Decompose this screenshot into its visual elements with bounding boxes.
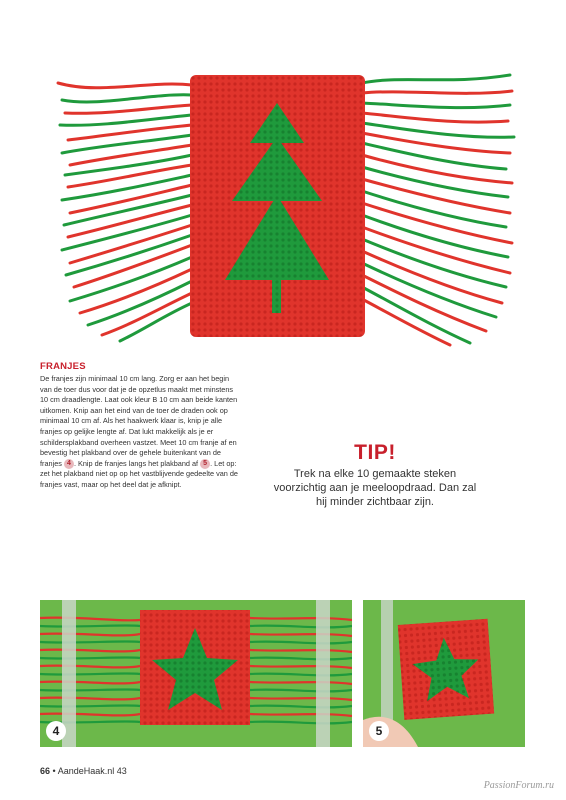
figure-4-photo	[40, 600, 352, 747]
right-fringes	[362, 75, 514, 345]
article-body-part-1: De franjes zijn minimaal 10 cm lang. Zorg er aan het begin van de toer dus voor dat je de opzetlus maakt met minstens 10 cm draadlengte. Laat ook kleur B 10 cm aan beide kanten uitkomen. Knip aan het eind van de toer de draden ook op minimaal 10 cm af. Als het haakwerk klaar is, knip je alle franjes op gelijke lengte af. Dat lukt makkelijk als je er schildersplakband overheen vastzet. Meet 10 cm franje af en bevestig het plakband over de gehele buitenkant van de franjes	[40, 374, 238, 468]
tip-title: TIP!	[354, 441, 396, 464]
figure-ref-4: 4	[64, 459, 74, 469]
article-body-part-2: . Knip de franjes langs het plakband af	[73, 458, 199, 468]
article-body	[40, 374, 240, 491]
figure-4-label: 4	[46, 721, 66, 741]
tip-text: Trek na elke 10 gemaakte steken voorzichtig aan je meeloopdraad. Dan zal hij minder zichtbaar zijn.	[273, 468, 477, 508]
christmas-tree-coaster-illustration	[40, 45, 520, 350]
footer-bullet: •	[52, 766, 56, 776]
tape-strip-right	[316, 600, 330, 747]
figure-ref-5: 5	[200, 459, 210, 469]
article-heading: FRANJES	[40, 361, 86, 372]
figure-5-photo	[363, 600, 525, 747]
tip-box	[270, 441, 480, 509]
figure-4-illustration	[40, 600, 352, 747]
left-fringes	[58, 83, 192, 341]
christmas-tree-coaster-photo	[40, 45, 520, 350]
watermark: PassionForum.ru	[483, 780, 554, 791]
publication-name: AandeHaak.nl 43	[57, 766, 127, 776]
page-footer	[40, 766, 127, 776]
article-body-part-3: . Let op: zet het plakband niet op op het vastblijvende gedeelte van de franjes vast, maar op het deel dat je afknipt.	[40, 458, 238, 489]
figure-5-label: 5	[369, 721, 389, 741]
page-number: 66	[40, 766, 51, 776]
fringes-article	[40, 361, 240, 491]
